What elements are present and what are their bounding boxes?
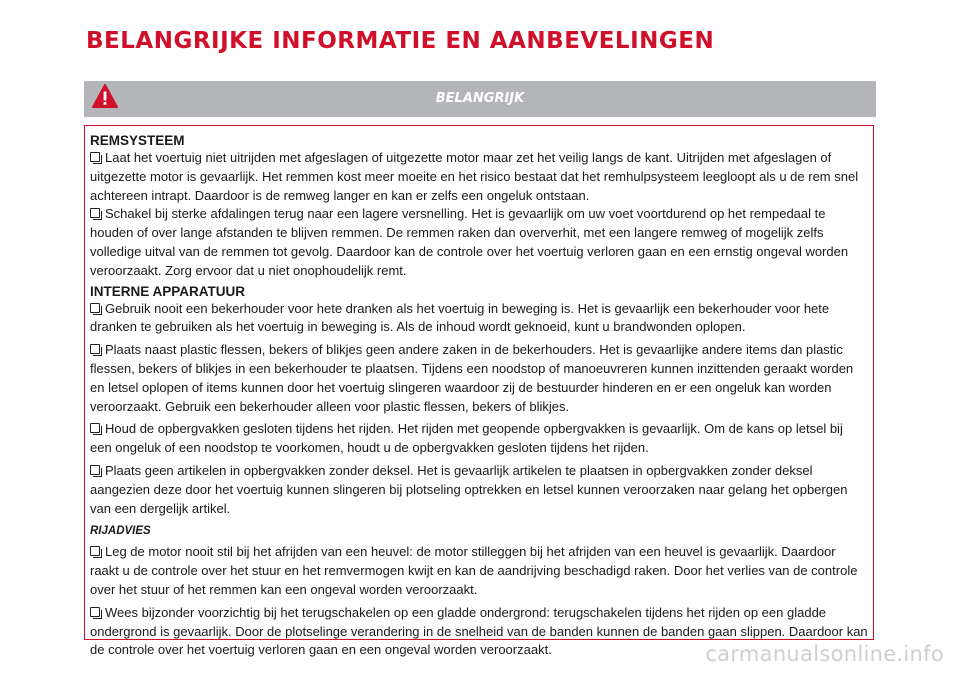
warning-banner: [84, 81, 876, 117]
warning-content: [84, 125, 874, 658]
list-item: Laat het voertuig niet uitrijden met afgeslagen of uitgezette motor maar zet het veilig langs de kant. Uitrijden met afgeslagen of uitgezette motor is gevaarlijk. Het remmen kost meer moeite en het risico bestaat dat het remhulpsysteem leegloopt als u de rem snel achtereen intrapt. Daardoor is de remweg langer en kan er zelfs een ongeluk ontstaan.: [90, 150, 859, 203]
list-item: Schakel bij sterke afdalingen terug naar een lagere versnelling. Het is gevaarlijk om uw voet voortdurend op het rempedaal te houden of over lange afstanden te blijven remmen. De remmen raken dan oververhit, met een langere remweg of mogelijk zelfs volledige uitval van de remmen tot gevolg. Daardoor kan de controle over het voertuig verloren gaan en een ernstig ongeval worden veroorzaakt. Zorg ervoor dat u niet onophoudelijk remt.: [90, 206, 849, 278]
checkbox-bullet-icon: [90, 423, 100, 433]
list-item: Wees bijzonder voorzichtig bij het terugschakelen op een gladde ondergrond: terugschakelen tijdens het rijden op een gladde ondergrond is gevaarlijk. Door de plotselinge verandering in de snelheid van de banden kunnen de banden gaan slippen. Daardoor kan de controle over het voertuig verloren gaan en een ongeval worden veroorzaakt.: [90, 604, 868, 658]
checkbox-bullet-icon: [90, 465, 100, 475]
checkbox-bullet-icon: [90, 344, 100, 354]
list-item: Gebruik nooit een bekerhouder voor hete dranken als het voertuig in beweging is. Het is gevaarlijk een bekerhouder voor hete dranken te gebruiken als het voertuig in beweging is. Als de inhoud wordt geknoeid, kunt u brandwonden oplopen.: [90, 300, 830, 335]
checkbox-bullet-icon: [90, 607, 100, 617]
list-item: Plaats geen artikelen in opbergvakken zonder deksel. Het is gevaarlijk artikelen te plaatsen in opbergvakken zonder deksel aangezien deze door het voertuig kunnen slingeren bij plotseling optrekken en letsel kunnen veroorzaken naar gelang het opbergen van een dergelijk artikel.: [90, 462, 848, 516]
checkbox-bullet-icon: [90, 546, 100, 556]
section-heading-remsysteem: REMSYSTEEM: [90, 133, 185, 148]
section-heading-interne-apparatuur: INTERNE APPARATUUR: [90, 283, 245, 299]
page-title: BELANGRIJKE INFORMATIE EN AANBEVELINGEN: [86, 28, 715, 54]
checkbox-bullet-icon: [90, 152, 100, 162]
watermark: carmanualsonline.info: [705, 642, 944, 666]
list-item: Houd de opbergvakken gesloten tijdens het rijden. Het rijden met geopende opbergvakken is gevaarlijk. Om de kans op letsel bij een ongeluk of een noodstop te voorkomen, houdt u de opbergvakken gesloten tijdens het rijden.: [90, 421, 843, 456]
section-heading-rijadvies: RIJADVIES: [90, 525, 151, 538]
list-item: Plaats naast plastic flessen, bekers of blikjes geen andere zaken in de bekerhouders. Het is gevaarlijke andere items dan plastic flessen, bekers of blikjes in een bekerhouder te plaatsen. Tijdens een noodstop of manoeuvreren kunnen inzittenden geraakt worden en letsel oplopen of items kunnen door het voertuig slingeren waardoor zij de bestuurder hinderen en er een ongeluk kan worden veroorzaakt. Gebruik een bekerhouder alleen voor plastic flessen, bekers of blikjes.: [90, 342, 854, 414]
checkbox-bullet-icon: [90, 303, 100, 313]
list-item: Leg de motor nooit stil bij het afrijden van een heuvel: de motor stilleggen bij het afrijden van een heuvel is gevaarlijk. Daardoor raakt u de controle over het stuur en het remvermogen kwijt en kan de aandrijving beschadigd raken. Door het verlies van de controle over het stuur of het remmen kan een ongeval worden veroorzaakt.: [90, 544, 858, 597]
checkbox-bullet-icon: [90, 208, 100, 218]
banner-label: BELANGRIJK: [435, 91, 525, 106]
